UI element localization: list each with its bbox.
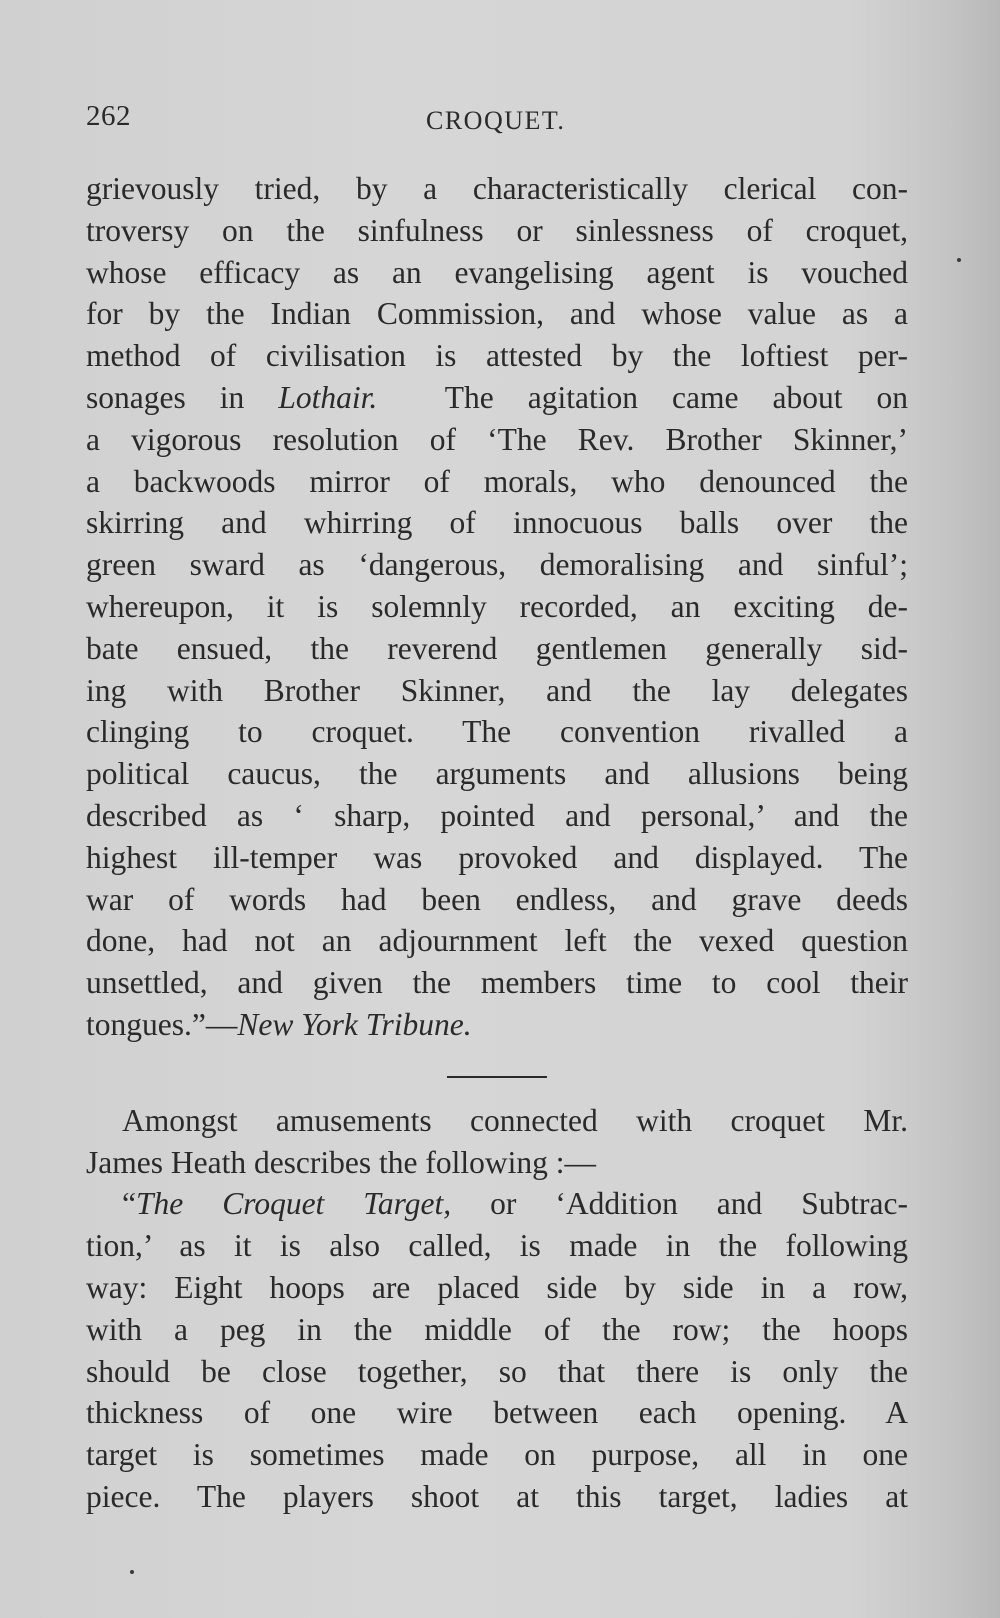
text-line <box>86 1004 908 1046</box>
text-segment: The agitation came about on <box>444 379 909 415</box>
text-line: described as ‘ sharp, pointed and personal,’ and the <box>86 797 908 833</box>
game-title: The Croquet Target, <box>135 1186 452 1222</box>
open-quote: “ <box>122 1186 136 1222</box>
paragraph-quotation <box>86 168 908 1046</box>
text-line: highest ill-temper was provoked and displayed. The <box>86 839 908 875</box>
running-title: CROQUET. <box>426 106 566 135</box>
paragraph-croquet-target <box>86 1183 908 1517</box>
text-line: green sward as ‘dangerous, demoralising and sinful’; <box>86 547 908 583</box>
text-line: target is sometimes made on purpose, all in one <box>86 1437 908 1473</box>
text-line: unsettled, and given the members time to cool their <box>86 965 908 1001</box>
text-line: bate ensued, the reverend gentlemen generally sid- <box>86 630 908 666</box>
text-line: Amongst amusements connected with croquet Mr. <box>122 1102 908 1138</box>
text-segment: tongues.”— <box>86 1006 238 1042</box>
page-header <box>86 100 906 140</box>
body-text <box>86 168 908 1518</box>
text-line: for by the Indian Commission, and whose value as a <box>86 296 908 332</box>
text-line: whereupon, it is solemnly recorded, an exciting de- <box>86 588 908 624</box>
book-title-lothair: Lothair. <box>278 379 378 415</box>
text-line: war of words had been endless, and grave deeds <box>86 881 908 917</box>
paragraph-amusements <box>86 1100 908 1184</box>
text-line: ing with Brother Skinner, and the lay delegates <box>86 672 908 708</box>
text-line <box>86 1183 908 1225</box>
text-segment: or ‘Addition and Subtrac- <box>490 1186 908 1222</box>
source-citation: New York Tribune. <box>237 1006 472 1042</box>
text-line: tion,’ as it is also called, is made in the following <box>86 1228 908 1264</box>
text-line: with a peg in the middle of the row; the hoops <box>86 1311 908 1347</box>
text-line: way: Eight hoops are placed side by side in a row, <box>86 1269 908 1305</box>
text-line: a backwoods mirror of morals, who denounced the <box>86 463 908 499</box>
text-line: method of civilisation is attested by the loftiest per- <box>86 338 908 374</box>
paper-speck <box>957 258 961 262</box>
text-line: grievously tried, by a characteristically clerical con- <box>86 171 908 206</box>
page-number: 262 <box>86 100 131 132</box>
text-line <box>86 377 908 419</box>
text-line: troversy on the sinfulness or sinlessness of croquet, <box>86 212 908 248</box>
text-line: done, had not an adjournment left the vexed question <box>86 923 908 959</box>
text-segment: sonages in <box>86 379 245 415</box>
text-line: James Heath describes the following :— <box>86 1144 596 1180</box>
text-line: political caucus, the arguments and allusions being <box>86 756 908 792</box>
text-line: whose efficacy as an evangelising agent is vouched <box>86 254 908 290</box>
text-line: thickness of one wire between each opening. A <box>86 1395 908 1431</box>
text-line: piece. The players shoot at this target, ladies at <box>86 1478 908 1514</box>
text-line: clinging to croquet. The convention rivalled a <box>86 714 908 750</box>
section-divider <box>447 1076 547 1078</box>
paper-speck <box>130 1570 134 1574</box>
text-line: skirring and whirring of innocuous balls over the <box>86 505 908 541</box>
text-line: a vigorous resolution of ‘The Rev. Brother Skinner,’ <box>86 421 908 457</box>
text-line: should be close together, so that there is only the <box>86 1353 908 1389</box>
